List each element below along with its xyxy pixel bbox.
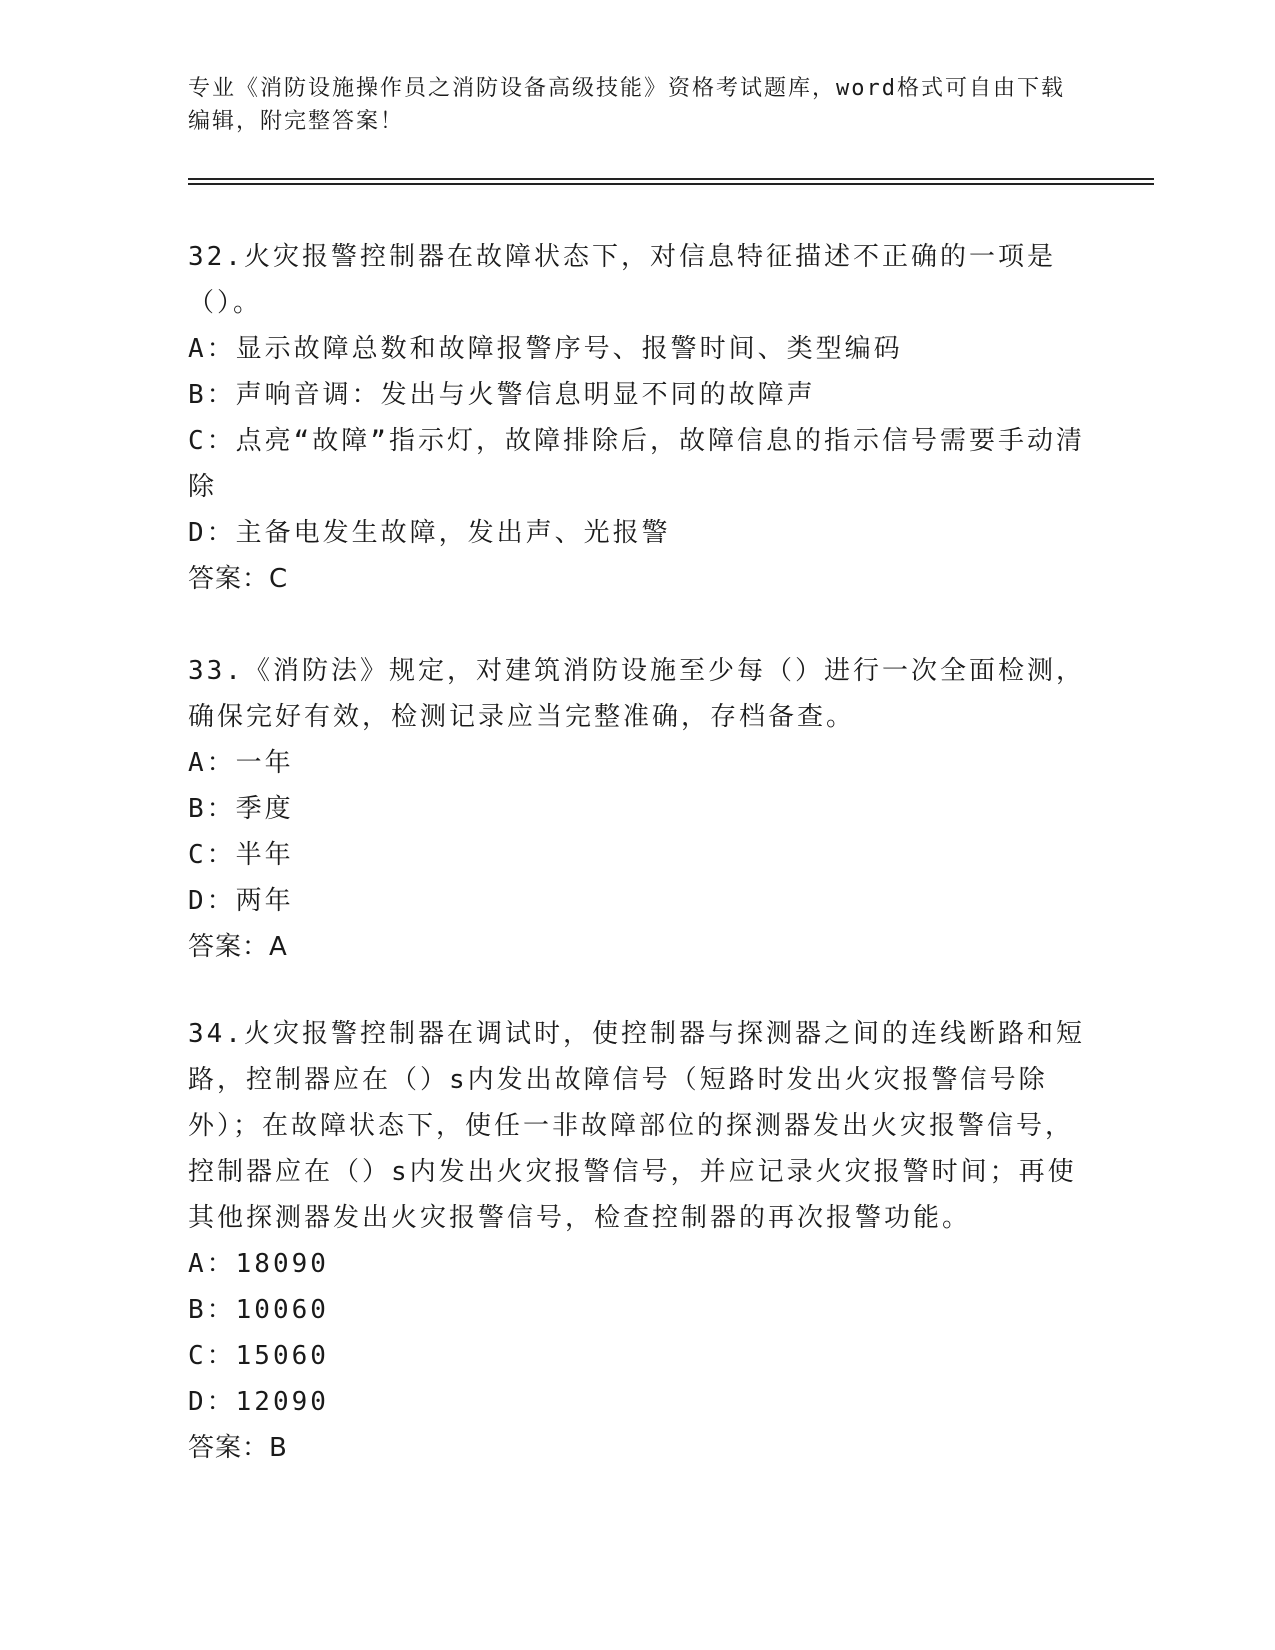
question-stem: 33.《消防法》规定，对建筑消防设施至少每（）进行一次全面检测，确保完好有效，检测记录应当完整准确，存档备查。: [188, 656, 1085, 732]
option-d: D：主备电发生故障，发出声、光报警: [188, 518, 671, 548]
option-c: C：点亮“故障”指示灯，故障排除后，故障信息的指示信号需要手动清除: [188, 426, 1085, 502]
answer-label: 答案：B: [188, 1433, 288, 1463]
question-34: [188, 1011, 1088, 1471]
question-32: [188, 234, 1088, 602]
option-b: B：声响音调：发出与火警信息明显不同的故障声: [188, 380, 816, 410]
option-b: B：10060: [188, 1295, 329, 1325]
option-c: C：半年: [188, 840, 294, 870]
document-header: 专业《消防设施操作员之消防设备高级技能》资格考试题库，word格式可自由下载编辑，附完整答案！: [188, 76, 1065, 134]
option-c: C：15060: [188, 1341, 329, 1371]
option-d: D：12090: [188, 1387, 329, 1417]
answer-label: 答案：A: [188, 932, 288, 962]
question-33: [188, 648, 1088, 970]
question-stem: 34.火灾报警控制器在调试时，使控制器与探测器之间的连线断路和短路，控制器应在（）s内发出故障信号（短路时发出火灾报警信号除外）；在故障状态下，使任一非故障部位的探测器发出火灾报警信号，控制器应在（）s内发出火灾报警信号，并应记录火灾报警时间；再使其他探测器发出火灾报警信号，检查控制器的再次报警功能。: [188, 1019, 1085, 1233]
answer-label: 答案：C: [188, 564, 289, 594]
option-d: D：两年: [188, 886, 294, 916]
option-b: B：季度: [188, 794, 294, 824]
header-divider-line-second: [188, 183, 1154, 185]
question-stem: 32.火灾报警控制器在故障状态下，对信息特征描述不正确的一项是（）。: [188, 242, 1056, 318]
header-divider-line: [188, 178, 1154, 180]
option-a: A：一年: [188, 748, 294, 778]
option-a: A：显示故障总数和故障报警序号、报警时间、类型编码: [188, 334, 903, 364]
option-a: A：18090: [188, 1249, 329, 1279]
